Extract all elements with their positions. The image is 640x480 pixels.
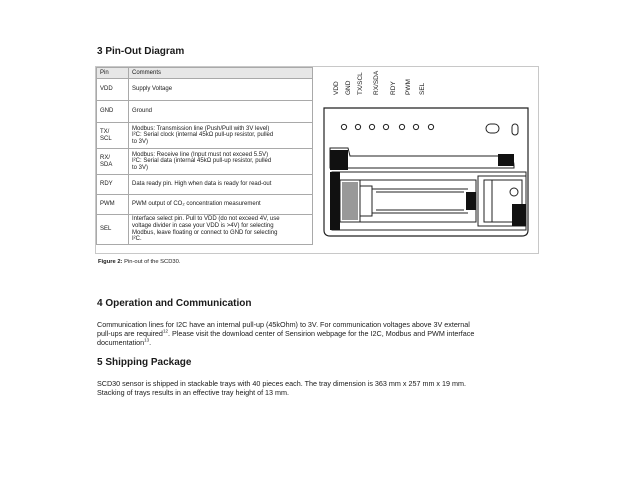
pin-cell: VDD (97, 79, 129, 101)
pin-circles (341, 124, 433, 129)
table-row (97, 149, 313, 175)
pin-label-tx-scl: TX/SCL (357, 72, 364, 95)
section-4-line-2 (97, 329, 537, 338)
section-5-title: 5 Shipping Package (97, 357, 192, 368)
footnote-13: 13 (144, 337, 150, 343)
pin-label-rx-sda: RX/SDA (373, 70, 380, 95)
section-4-line-3a: documentation (97, 338, 145, 347)
sensor-diagram (316, 96, 536, 246)
pin-table (96, 67, 313, 245)
desc-cell: PWM output of CO₂ concentration measurement (129, 195, 313, 215)
section-5-line-2: Stacking of trays results in an effective tray height of 13 mm. (97, 388, 290, 397)
desc-cell: Ground (129, 101, 313, 123)
table-row (97, 123, 313, 149)
header-pin: Pin (97, 68, 129, 79)
pin-cell: SEL (97, 215, 129, 245)
section-5-body (97, 379, 537, 397)
desc-cell: Modbus: Receive line (Input must not exceed 5.5V) I²C: Serial data (internal 45kΩ pull-up resistor, pulled to 3V) (129, 149, 313, 175)
section-4-line-3b: . (149, 338, 152, 347)
pin-label-gnd: GND (345, 80, 352, 95)
table-row (97, 101, 313, 123)
pin-label-pwm: PWM (405, 79, 412, 95)
section-4-line-1: Communication lines for I2C have an internal pull-up (45kOhm) to 3V. For communication voltages above 3V external (97, 320, 470, 329)
figure-caption-label: Figure 2: (98, 259, 123, 265)
table-row (97, 215, 313, 245)
pin-label-rdy: RDY (390, 81, 397, 95)
pin-cell: RX/ SDA (97, 149, 129, 175)
desc-cell: Data ready pin. High when data is ready for read-out (129, 175, 313, 195)
pin-label-vdd: VDD (333, 81, 340, 95)
table-row (97, 79, 313, 101)
desc-cell: Modbus: Transmission line (Push/Pull with 3V level) I²C: Serial clock (internal 45kΩ pull-up resistor, pulled to 3V) (129, 123, 313, 149)
desc-cell: Supply Voltage (129, 79, 313, 101)
figure-caption-text: Pin-out of the SCD30. (122, 259, 181, 265)
pin-label-sel: SEL (419, 82, 426, 95)
section-3-title: 3 Pin-Out Diagram (97, 46, 185, 57)
header-comments: Comments (129, 68, 313, 79)
pin-cell: GND (97, 101, 129, 123)
section-4-line-3 (97, 338, 537, 347)
table-row (97, 195, 313, 215)
section-4-title: 4 Operation and Communication (97, 298, 252, 309)
table-header-row (97, 68, 313, 79)
section-5-line-1: SCD30 sensor is shipped in stackable trays with 40 pieces each. The tray dimension is 363 mm x 257 mm x 19 mm. (97, 379, 466, 388)
pin-cell: RDY (97, 175, 129, 195)
section-4-line-2b: . Please visit the download center of Sensirion webpage for the I2C, Modbus and PWM interface (167, 329, 475, 338)
pin-cell: PWM (97, 195, 129, 215)
footnote-12: 12 (162, 328, 168, 334)
table-row (97, 175, 313, 195)
figure-caption (98, 259, 181, 265)
desc-cell: Interface select pin. Pull to VDD (do not exceed 4V, use voltage divider in case your VDD is >4V) for selecting Modbus, leave floating or connect to GND for selecting I²C. (129, 215, 313, 245)
pin-cell: TX/ SCL (97, 123, 129, 149)
section-4-body (97, 320, 537, 347)
section-4-line-2a: pull-ups are required (97, 329, 163, 338)
